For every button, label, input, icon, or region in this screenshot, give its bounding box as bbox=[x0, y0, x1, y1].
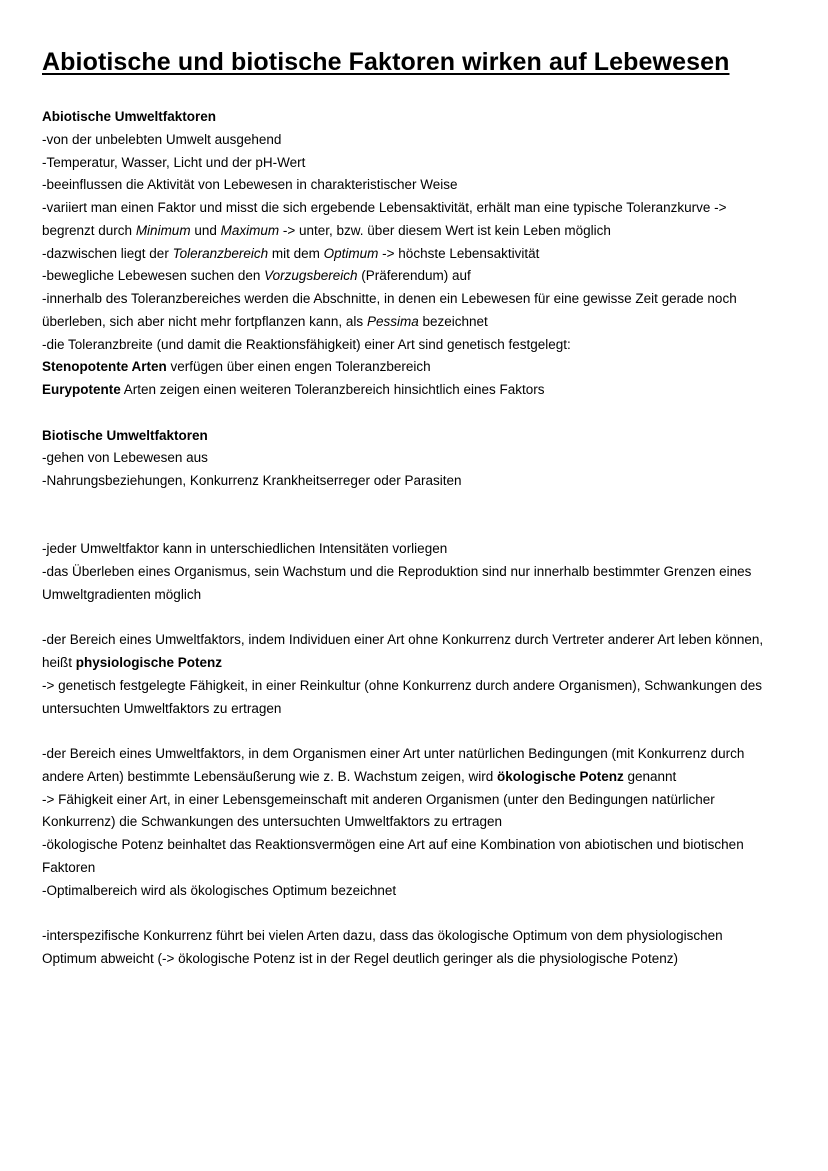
text-line: Konkurrenz) die Schwankungen des untersuchten Umweltfaktors zu ertragen bbox=[42, 814, 502, 830]
text-line: -der Bereich eines Umweltfaktors, in dem Organismen einer Art unter natürlichen Bedingungen (mit Konkurrenz durch bbox=[42, 746, 745, 761]
text-line: heißt physiologische Potenz bbox=[42, 655, 223, 670]
text-line: -bewegliche Lebewesen suchen den Vorzugsbereich (Präferendum) auf bbox=[42, 268, 471, 284]
text-line: -Nahrungsbeziehungen, Konkurrenz Krankheitserreger oder Parasiten bbox=[42, 473, 462, 488]
text-line: -gehen von Lebewesen aus bbox=[42, 450, 208, 466]
text-line: -variiert man einen Faktor und misst die sich ergebende Lebensaktivität, erhält man eine typische Toleranzkurve -> bbox=[42, 200, 727, 215]
section-heading-abiotic: Abiotische Umweltfaktoren bbox=[42, 109, 217, 124]
text-line: überleben, sich aber nicht mehr fortpflanzen kann, als Pessima bezeichnet bbox=[42, 313, 488, 329]
text-line: -das Überleben eines Organismus, sein Wachstum und die Reproduktion sind nur innerhalb bestimmter Grenzen eines bbox=[42, 564, 752, 579]
text-line: Umweltgradienten möglich bbox=[42, 586, 202, 602]
text-line: -dazwischen liegt der Toleranzbereich mit dem Optimum -> höchste Lebensaktivität bbox=[42, 245, 540, 261]
document-body bbox=[42, 106, 792, 971]
text-line: -ökologische Potenz beinhaltet das Reaktionsvermögen eine Art auf eine Kombination von abiotischen und biotischen bbox=[42, 837, 744, 852]
text-line: -Temperatur, Wasser, Licht und der pH-Wert bbox=[42, 154, 306, 170]
text-line: -beeinflussen die Aktivität von Lebewesen in charakteristischer Weise bbox=[42, 177, 458, 193]
text-line: Faktoren bbox=[42, 859, 96, 875]
text-line: -> genetisch festgelegte Fähigkeit, in einer Reinkultur (ohne Konkurrenz durch andere Organismen), Schwankungen des bbox=[42, 677, 763, 693]
text-line: -innerhalb des Toleranzbereiches werden die Abschnitte, in denen ein Lebewesen für eine gewisse Zeit gerade noch bbox=[42, 291, 737, 306]
text-line: -interspezifische Konkurrenz führt bei vielen Arten dazu, dass das ökologische Optimum von dem physiologischen bbox=[42, 928, 723, 943]
text-line: untersuchten Umweltfaktors zu ertragen bbox=[42, 700, 282, 716]
section-heading-biotic: Biotische Umweltfaktoren bbox=[42, 427, 208, 443]
text-line: -von der unbelebten Umwelt ausgehend bbox=[42, 131, 282, 147]
text-line: Optimum abweicht (-> ökologische Potenz ist in der Regel deutlich geringer als die physiologische Potenz) bbox=[42, 950, 678, 966]
text-line: Eurypotente Arten zeigen einen weiteren Toleranzbereich hinsichtlich eines Faktors bbox=[42, 382, 545, 397]
text-line: -jeder Umweltfaktor kann in unterschiedlichen Intensitäten vorliegen bbox=[42, 541, 448, 557]
text-line: -die Toleranzbreite (und damit die Reaktionsfähigkeit) einer Art sind genetisch festgelegt: bbox=[42, 336, 571, 352]
page-title: Abiotische und biotische Faktoren wirken auf Lebewesen bbox=[42, 48, 730, 76]
text-line: -> Fähigkeit einer Art, in einer Lebensgemeinschaft mit anderen Organismen (unter den Bedingungen natürlicher bbox=[42, 791, 715, 807]
text-line: -Optimalbereich wird als ökologisches Optimum bezeichnet bbox=[42, 882, 397, 898]
text-line: andere Arten) bestimmte Lebensäußerung wie z. B. Wachstum zeigen, wird ökologische Potenz genannt bbox=[42, 768, 677, 784]
text-line: Stenopotente Arten verfügen über einen engen Toleranzbereich bbox=[42, 359, 431, 375]
text-line: -der Bereich eines Umweltfaktors, indem Individuen einer Art ohne Konkurrenz durch Vertreter anderer Art leben können, bbox=[42, 632, 764, 648]
text-line: begrenzt durch Minimum und Maximum -> unter, bzw. über diesem Wert ist kein Leben möglich bbox=[42, 222, 611, 238]
